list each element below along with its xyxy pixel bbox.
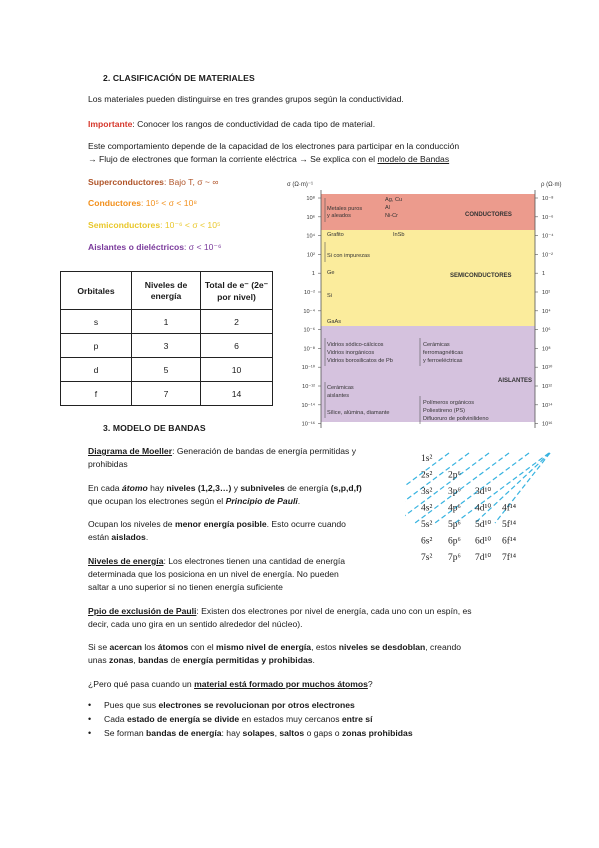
table-cell: 3 <box>132 334 201 358</box>
list-item <box>88 698 528 712</box>
table-row <box>61 358 273 382</box>
superconductores-range: : Bajo T, σ ~ ∞ <box>163 177 219 187</box>
superconductores-label: Superconductores <box>88 177 164 187</box>
moeller-orbital: 4f¹⁴ <box>502 503 517 514</box>
atomos-word: átomos <box>157 642 189 652</box>
semiconductores-band-title: SEMICONDUCTORES <box>450 273 512 279</box>
moeller-orbital: 6s² <box>421 536 433 547</box>
ocupan-text: . <box>145 532 149 542</box>
vidrios-label-1: Vidrios sódico-cálcicos <box>327 342 384 348</box>
niveles-paragraph <box>88 555 408 594</box>
moeller-orbital: 6d¹⁰ <box>475 536 492 547</box>
table-header-orbitales: Orbitales <box>61 272 132 310</box>
right-axis-label: ρ (Ω·m) <box>541 182 562 188</box>
table-cell: f <box>61 382 132 406</box>
moeller-diagram-svg <box>405 448 555 578</box>
table-cell: 6 <box>201 334 273 358</box>
conductores-range: : 10⁵ < σ < 10⁸ <box>141 198 197 208</box>
bullet-text: Se forman <box>104 728 147 738</box>
ocupan-text: Ocupan los niveles de <box>88 519 175 529</box>
table-row <box>61 310 273 334</box>
superconductores-line <box>88 176 218 189</box>
section-2-heading: 2. CLASIFICACIÓN DE MATERIALES <box>103 73 255 83</box>
pregunta-line <box>88 678 373 691</box>
table-cell: s <box>61 310 132 334</box>
atomo-paragraph <box>88 482 398 508</box>
right-tick-label: 10¹⁰ <box>542 365 553 372</box>
ge-label: Ge <box>327 270 335 276</box>
left-tick-label: 10⁻⁸ <box>303 346 315 353</box>
moeller-orbital: 4s² <box>421 503 433 514</box>
aislantes-label: Aislantes o dieléctricos <box>88 242 184 252</box>
ceramicas-aislantes-label-1: Cerámicas <box>327 385 354 391</box>
right-tick-label: 10⁻⁴ <box>542 233 554 240</box>
table-cell: d <box>61 358 132 382</box>
vidrios-label-2: Vidrios inorgánicos <box>327 350 375 356</box>
importante-label: Importante <box>88 119 133 129</box>
moeller-orbital: 1s² <box>421 454 433 464</box>
aislantes-range: : σ < 10⁻⁶ <box>184 242 222 252</box>
acercan-text: unas <box>88 655 110 665</box>
bullet-text: o gaps o <box>304 728 342 738</box>
right-tick-label: 10¹⁴ <box>542 402 553 409</box>
moeller-orbital: 7s² <box>421 553 433 563</box>
moeller-orbital: 7f¹⁴ <box>502 553 517 563</box>
left-tick-label: 10⁻¹⁰ <box>301 365 315 372</box>
table-header-row <box>61 272 273 310</box>
spdf-word: (s,p,d,f) <box>330 483 362 493</box>
acercan-text: Si se <box>88 642 110 652</box>
bullet-bold: solapes <box>242 728 275 738</box>
pregunta-text: ¿Pero qué pasa cuando un <box>88 679 195 689</box>
aislados-word: aislados <box>111 532 146 542</box>
niveles-word: niveles (1,2,3…) <box>166 483 232 493</box>
table-cell: 10 <box>201 358 273 382</box>
metales-label-1: Metales puros <box>327 206 363 212</box>
left-tick-label: 10⁻¹⁴ <box>301 402 315 409</box>
grafito-label: Grafito <box>327 232 344 238</box>
moeller-orbital: 5f¹⁴ <box>502 520 517 530</box>
semiconductores-line <box>88 219 221 232</box>
bullet-bold: entre sí <box>341 714 373 724</box>
bullet-bold: saltos <box>279 728 305 738</box>
atomo-word: átomo <box>121 483 148 493</box>
moeller-label: Diagrama de Moeller <box>88 446 173 456</box>
moeller-orbital: 3s² <box>421 487 433 497</box>
left-tick-label: 10⁻² <box>303 290 315 296</box>
atomo-text: y <box>231 483 241 493</box>
agcu-label-2: Al <box>385 205 390 211</box>
ocupan-text: . Esto ocurre cuando <box>266 519 346 529</box>
bullet-text: , <box>274 728 280 738</box>
conductores-band-title: CONDUCTORES <box>465 212 512 218</box>
atomo-text: que ocupan los electrones según el <box>88 496 226 506</box>
left-tick-label: 10² <box>306 252 315 259</box>
acercan-paragraph <box>88 641 528 667</box>
bullet-bold: zonas prohibidas <box>341 728 413 738</box>
right-tick-label: 10¹² <box>542 384 552 390</box>
table-cell: p <box>61 334 132 358</box>
insb-label: InSb <box>393 232 405 238</box>
bullet-list <box>88 698 528 740</box>
mismo-nivel-word: mismo nivel de energía <box>216 642 312 652</box>
left-tick-label: 1 <box>311 271 315 278</box>
niveles-label: Niveles de energía <box>88 556 164 566</box>
table-header-total: Total de e⁻ (2e⁻ por nivel) <box>201 272 273 310</box>
moeller-orbital: 5d¹⁰ <box>475 520 492 530</box>
bullet-text: Pues que sus <box>104 700 159 710</box>
aislantes-band-title: AISLANTES <box>498 378 533 384</box>
bullet-text: : hay <box>221 728 243 738</box>
moeller-orbital: 6f¹⁴ <box>502 536 517 547</box>
semiconductores-label: Semiconductores <box>88 220 161 230</box>
moeller-orbital: 2p⁶ <box>448 470 461 481</box>
silice-label: Sílice, alúmina, diamante <box>327 410 390 416</box>
moeller-text-a: : Generación de bandas de energía permitidas y <box>172 446 356 456</box>
ceramicas-ferro-label-3: y ferroeléctricas <box>423 358 463 364</box>
ceramicas-ferro-label-2: ferromagnéticas <box>423 350 464 356</box>
table-cell: 14 <box>201 382 273 406</box>
conductores-label: Conductores <box>88 198 141 208</box>
left-tick-label: 10⁴ <box>306 233 315 240</box>
left-tick-label: 10⁻¹⁶ <box>301 421 315 428</box>
modelo-bandas-link: modelo de Bandas <box>377 154 450 164</box>
bandas-word: bandas <box>138 655 169 665</box>
table-cell: 1 <box>132 310 201 334</box>
semiconductores-range: : 10⁻⁶ < σ < 10⁵ <box>160 220 221 230</box>
moeller-orbital: 3d¹⁰ <box>475 487 492 497</box>
table-row <box>61 382 273 406</box>
bullet-text: Cada <box>104 714 127 724</box>
atomo-text: En cada <box>88 483 122 493</box>
metales-label-2: y aleados <box>327 213 351 219</box>
left-tick-label: 10⁶ <box>306 214 315 221</box>
comportamiento-line-2 <box>88 153 449 166</box>
ceramicas-aislantes-label-2: aislantes <box>327 393 350 399</box>
right-tick-label: 10¹⁶ <box>542 421 553 428</box>
polimeros-label-2: Poliestireno (PS) <box>423 408 465 414</box>
acercan-word: acercan <box>109 642 142 652</box>
niveles-text: saltar a uno superior si no tienen energía suficiente <box>88 582 283 592</box>
flujo-text: → Flujo de electrones que forman la corriente eléctrica → Se explica con el <box>88 154 378 164</box>
vidrios-label-3: Vidrios borosilicatos de Pb <box>327 358 393 364</box>
si-label: Si <box>327 293 332 299</box>
right-tick-label: 10⁶ <box>542 327 551 334</box>
aislantes-line <box>88 241 222 254</box>
pauli-text: : Existen dos electrones por nivel de energía, cada uno con un espín, es <box>196 606 472 616</box>
ocupan-text: están <box>88 532 112 542</box>
niveles-text: : Los electrones tienen una cantidad de energía <box>163 556 346 566</box>
agcu-label-3: Ni-Cr <box>385 213 399 219</box>
atomo-text: . <box>297 496 301 506</box>
moeller-diagram <box>405 448 555 578</box>
acercan-text: , <box>133 655 139 665</box>
comportamiento-line-1: Este comportamiento depende de la capacidad de los electrones para participar en la conducción <box>88 141 460 151</box>
table-cell: 2 <box>201 310 273 334</box>
table-row <box>61 334 273 358</box>
right-tick-label: 10⁻² <box>542 252 554 259</box>
importante-text: : Conocer los rangos de conductividad de cada tipo de material. <box>132 119 376 129</box>
table-header-niveles: Niveles de energía <box>132 272 201 310</box>
bullet-bold: bandas de energía <box>146 728 222 738</box>
energia-permitidas-word: energía permitidas y prohibidas <box>182 655 313 665</box>
acercan-text: de <box>168 655 183 665</box>
acercan-text: , creando <box>425 642 462 652</box>
acercan-text: . <box>312 655 315 665</box>
acercan-text: los <box>142 642 158 652</box>
acercan-text: , estos <box>311 642 339 652</box>
zonas-word: zonas <box>109 655 134 665</box>
moeller-orbital: 7p⁶ <box>448 553 461 563</box>
right-tick-label: 10² <box>542 290 551 296</box>
right-tick-label: 10⁴ <box>542 308 551 315</box>
left-axis-label: σ (Ω·m)⁻¹ <box>287 182 314 188</box>
conductores-line <box>88 197 197 210</box>
moeller-orbital: 7d¹⁰ <box>475 553 492 563</box>
bullet-bold: estado de energía se divide <box>126 714 240 724</box>
left-tick-label: 10⁸ <box>306 196 315 202</box>
polimeros-label-3: Difluoruro de polivinilideno <box>423 416 489 422</box>
gaas-label: GaAs <box>327 319 341 325</box>
pauli-paragraph <box>88 605 528 631</box>
pauli-word: Principio de Pauli <box>225 496 298 506</box>
left-tick-label: 10⁻⁶ <box>303 327 315 334</box>
atomo-text: hay <box>147 483 167 493</box>
moeller-orbital: 2s² <box>421 470 433 481</box>
right-tick-label: 10⁻⁶ <box>542 214 554 221</box>
right-tick-label: 10⁻⁸ <box>542 196 554 202</box>
orbitales-table <box>60 271 273 406</box>
section-3-heading: 3. MODELO DE BANDAS <box>103 423 206 433</box>
left-tick-label: 10⁻¹² <box>302 384 315 390</box>
moeller-orbital: 5s² <box>421 520 433 530</box>
table-cell: 7 <box>132 382 201 406</box>
moeller-orbital: 4p⁶ <box>448 503 461 514</box>
acercan-text: con el <box>188 642 217 652</box>
si-impurezas-label: Si con impurezas <box>327 253 370 259</box>
list-item <box>88 712 528 726</box>
moeller-orbital: 4d¹⁰ <box>475 503 492 514</box>
bullet-text: en estados muy cercanos <box>239 714 342 724</box>
menor-energia-word: menor energía posible <box>174 519 267 529</box>
left-tick-label: 10⁻⁴ <box>303 308 315 315</box>
pauli-label: Ppio de exclusión de Pauli <box>88 606 197 616</box>
list-item <box>88 726 528 740</box>
pregunta-text: ? <box>367 679 373 689</box>
moeller-paragraph <box>88 445 398 471</box>
pauli-text: decir, cada uno gira en un sentido alrededor del núcleo). <box>88 619 303 629</box>
importante-line <box>88 118 375 131</box>
conductivity-figure <box>285 176 587 434</box>
moeller-orbital: 6p⁶ <box>448 536 461 547</box>
moeller-orbital: 3p⁶ <box>448 487 461 497</box>
conductivity-figure-svg <box>285 176 587 434</box>
atomo-text: de energía <box>284 483 331 493</box>
right-tick-label: 1 <box>542 271 546 278</box>
se-desdoblan-word: niveles se desdoblan <box>338 642 426 652</box>
ceramicas-ferro-label-1: Cerámicas <box>423 342 450 348</box>
subniveles-word: subniveles <box>240 483 285 493</box>
muchos-atomos-word: material está formado por muchos átomos <box>194 679 368 689</box>
ocupan-paragraph <box>88 518 398 544</box>
moeller-text-b: prohibidas <box>88 459 128 469</box>
agcu-label-1: Ag, Cu <box>385 197 403 203</box>
polimeros-label-1: Polímeros orgánicos <box>423 400 474 406</box>
bullet-bold: electrones se revolucionan por otros electrones <box>158 700 355 710</box>
right-tick-label: 10⁸ <box>542 346 551 353</box>
moeller-orbital: 5p⁶ <box>448 520 461 530</box>
table-cell: 5 <box>132 358 201 382</box>
niveles-text: determinada que los posiciona en un nivel de energía. No pueden <box>88 569 339 579</box>
section-2-intro: Los materiales pueden distinguirse en tres grandes grupos según la conductividad. <box>88 94 404 104</box>
